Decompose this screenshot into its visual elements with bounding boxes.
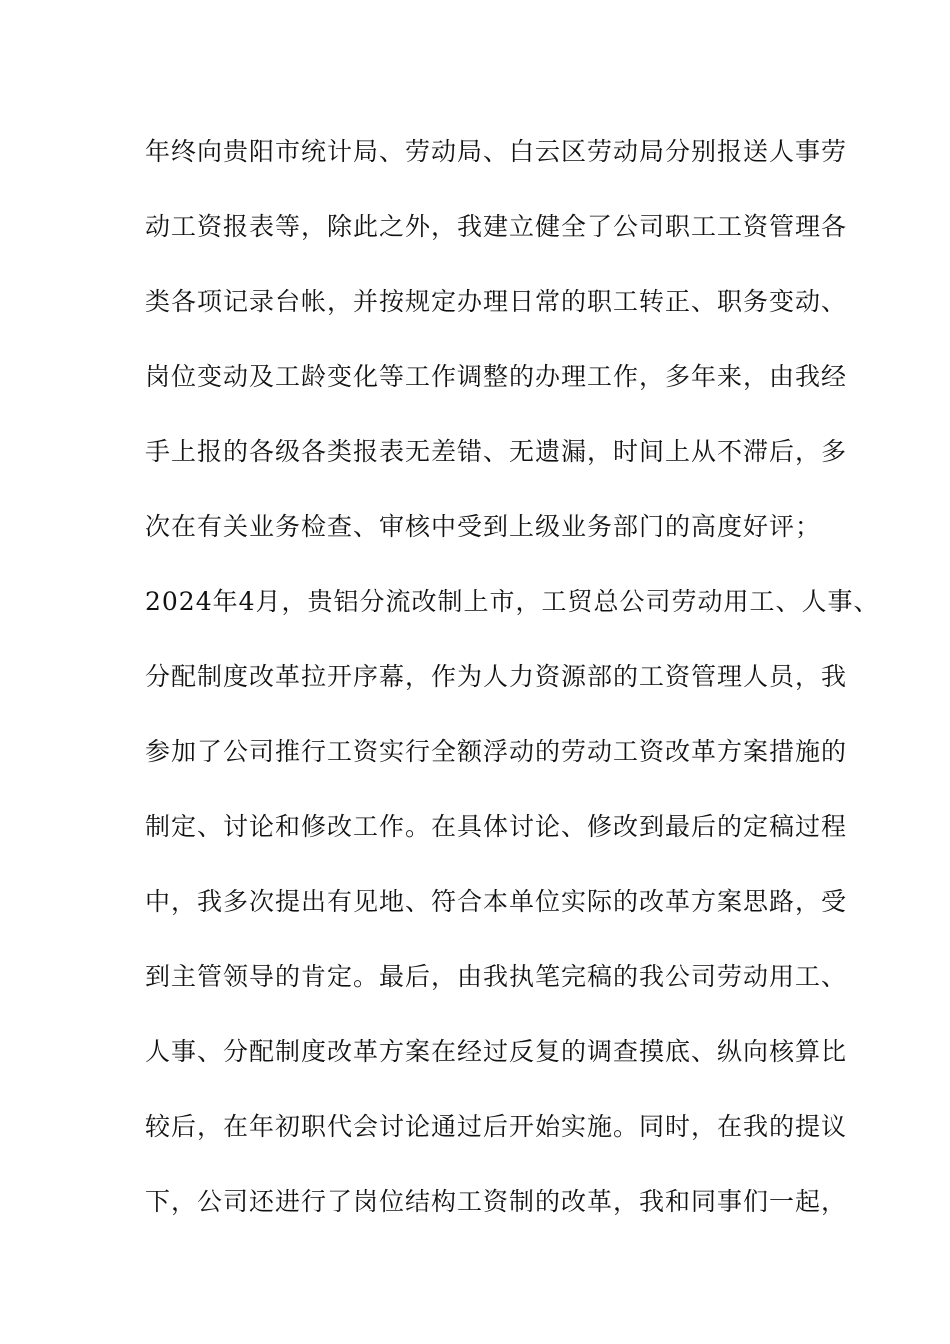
text-line: 2024年4月，贵铝分流改制上市，工贸总公司劳动用工、人事、 xyxy=(145,587,880,616)
text-line: 分配制度改革拉开序幕，作为人力资源部的工资管理人员，我 xyxy=(145,662,848,691)
text-line: 年终向贵阳市统计局、劳动局、白云区劳动局分别报送人事劳 xyxy=(145,137,848,166)
text-line: 下，公司还进行了岗位结构工资制的改革，我和同事们一起， xyxy=(145,1187,848,1216)
text-line: 人事、分配制度改革方案在经过反复的调查摸底、纵向核算比 xyxy=(145,1037,848,1066)
text-line: 动工资报表等，除此之外，我建立健全了公司职工工资管理各 xyxy=(145,212,848,241)
text-line: 参加了公司推行工资实行全额浮动的劳动工资改革方案措施的 xyxy=(145,737,848,766)
text-line: 到主管领导的肯定。最后，由我执笔完稿的我公司劳动用工、 xyxy=(145,962,848,991)
text-line: 较后，在年初职代会讨论通过后开始实施。同时，在我的提议 xyxy=(145,1112,848,1141)
text-line: 类各项记录台帐，并按规定办理日常的职工转正、职务变动、 xyxy=(145,287,848,316)
body-text xyxy=(145,131,880,1256)
text-line: 制定、讨论和修改工作。在具体讨论、修改到最后的定稿过程 xyxy=(145,812,848,841)
text-line: 次在有关业务检查、审核中受到上级业务部门的高度好评； xyxy=(145,512,822,541)
text-line: 岗位变动及工龄变化等工作调整的办理工作，多年来，由我经 xyxy=(145,362,848,391)
text-line: 手上报的各级各类报表无差错、无遗漏，时间上从不滞后，多 xyxy=(145,437,848,466)
text-line: 中，我多次提出有见地、符合本单位实际的改革方案思路，受 xyxy=(145,887,848,916)
